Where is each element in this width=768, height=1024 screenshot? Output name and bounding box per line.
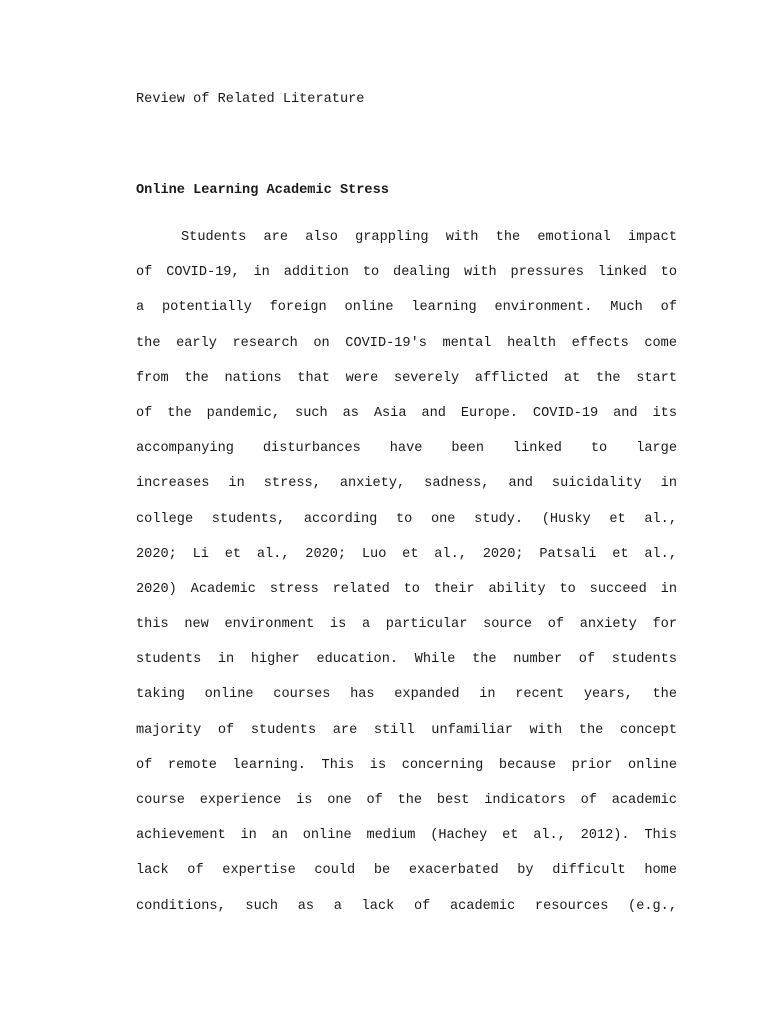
paragraph-line: this new environment is a particular source of anxiety for — [136, 617, 677, 633]
paragraph-line: achievement in an online medium (Hachey et al., 2012). This — [136, 828, 677, 844]
paragraph-line: Students are also grappling with the emotional impact — [181, 230, 677, 245]
paragraph-line: lack of expertise could be exacerbated by difficult home — [136, 863, 677, 879]
paragraph-line: of COVID-19, in addition to dealing with pressures linked to — [136, 265, 677, 281]
body-paragraph — [136, 229, 677, 933]
paragraph-line: college students, according to one study. (Husky et al., — [136, 511, 677, 527]
document-title: Review of Related Literature — [136, 92, 365, 107]
paragraph-line: taking online courses has expanded in recent years, the — [136, 687, 677, 703]
paragraph-line: accompanying disturbances have been linked to large — [136, 441, 677, 457]
paragraph-line: of the pandemic, such as Asia and Europe. COVID-19 and its — [136, 405, 677, 421]
paragraph-line: conditions, such as a lack of academic resources (e.g., — [136, 898, 677, 914]
paragraph-line: majority of students are still unfamiliar with the concept — [136, 722, 677, 738]
paragraph-line: students in higher education. While the number of students — [136, 652, 677, 668]
paragraph-line: a potentially foreign online learning environment. Much of — [136, 300, 677, 316]
paragraph-line: the early research on COVID-19's mental health effects come — [136, 335, 677, 351]
paragraph-line: from the nations that were severely afflicted at the start — [136, 370, 677, 386]
paragraph-line: increases in stress, anxiety, sadness, and suicidality in — [136, 476, 677, 492]
paragraph-line: 2020) Academic stress related to their ability to succeed in — [136, 581, 677, 597]
paragraph-line: of remote learning. This is concerning because prior online — [136, 757, 677, 773]
section-heading: Online Learning Academic Stress — [136, 183, 389, 198]
paragraph-line: 2020; Li et al., 2020; Luo et al., 2020; Patsali et al., — [136, 546, 677, 562]
paragraph-line: course experience is one of the best indicators of academic — [136, 793, 677, 808]
